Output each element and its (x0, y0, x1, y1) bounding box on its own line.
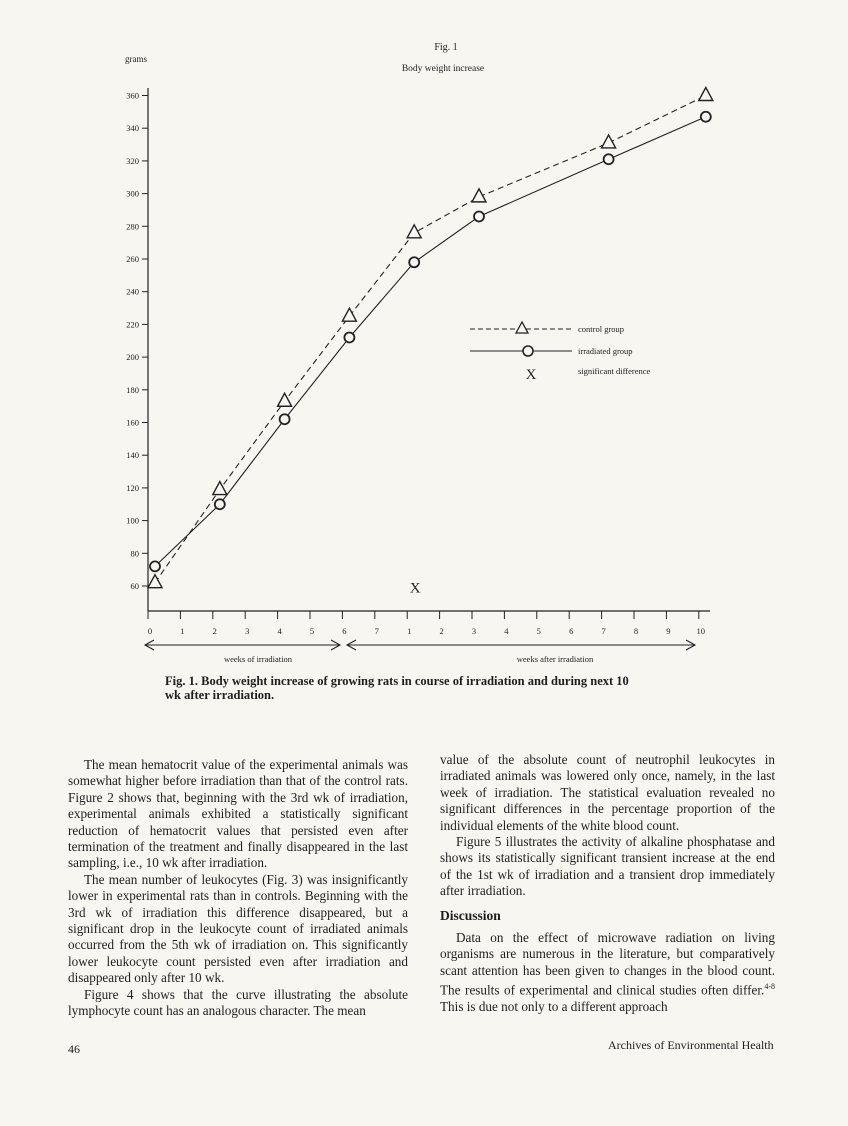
control-point-triangle (407, 225, 421, 238)
y-tick-label: 60 (130, 581, 139, 591)
irradiated-point-circle (215, 499, 225, 509)
x-tick-label: 8 (633, 626, 639, 636)
body-column-left (68, 757, 408, 1020)
control-point-triangle (342, 308, 356, 321)
legend-control-label: control group (578, 324, 625, 334)
y-tick-label: 320 (126, 155, 139, 166)
reference-citation: 4-8 (764, 982, 775, 992)
x-tick-label: 1 (180, 626, 185, 636)
y-tick-label: 240 (126, 286, 139, 297)
figure-label: Fig. 1 (434, 42, 458, 53)
y-tick-label: 160 (126, 417, 139, 428)
x-tick-label: 3 (245, 626, 250, 636)
week-range-arrows (145, 640, 695, 650)
x-tick-label: 4 (277, 626, 282, 636)
legend-x-marker: X (525, 367, 537, 383)
significant-difference-marker: X (409, 580, 421, 597)
y-tick-label: 120 (126, 482, 139, 493)
x-tick-label: 5 (536, 626, 541, 636)
journal-name: Archives of Environmental Health (608, 1038, 774, 1052)
x-tick-label: 6 (342, 626, 347, 636)
control-point-triangle (602, 135, 616, 148)
paragraph: Figure 5 illustrates the activity of alkaline phosphatase and shows its statistically significant transient increase at the end of the 1st wk of irradiation and a transient drop immediately after irradiation. (440, 834, 775, 899)
paragraph: Figure 4 shows that the curve illustrating the absolute lymphocyte count has an analogous character. The mean (68, 986, 408, 1019)
y-axis-unit: grams (125, 54, 147, 64)
x-group-label-after: weeks after irradiation (516, 654, 594, 664)
y-tick-label: 180 (126, 384, 139, 395)
irradiated-point-circle (474, 211, 484, 221)
y-tick-label: 340 (126, 123, 139, 134)
y-tick-label: 140 (126, 450, 139, 461)
discussion-text-tail: This is due not only to a different approach (440, 999, 668, 1015)
x-tick-label: 9 (666, 626, 671, 636)
x-tick-label: 5 (309, 626, 315, 636)
body-column-right (440, 752, 775, 1015)
y-tick-label: 80 (130, 548, 139, 559)
paragraph: The mean number of leukocytes (Fig. 3) was insignificantly lower in experimental rats than in controls. Beginning with the 3rd wk of irradiation this difference disappeared, but a significant drop in the leukocyte count of irradiated animals occurred from the 5th wk of irradiation on. This significantly lower leukocyte count persisted even after irradiation and disappeared only after 10 wk. (68, 871, 408, 986)
legend (470, 322, 651, 383)
y-tick-label: 100 (126, 515, 139, 526)
x-tick-label: 6 (569, 626, 574, 636)
discussion-text: Data on the effect of microwave radiation on living organisms are numerous in the literature, but comparatively scant attention has been given to changes in the blood count. The results of experimental and clinical studies often differ. (440, 930, 775, 998)
chart-title: Body weight increase (401, 64, 485, 74)
x-tick-label: 0 (147, 626, 153, 636)
control-point-triangle (699, 88, 713, 101)
legend-triangle-marker (516, 322, 528, 333)
figure-caption: Fig. 1. Body weight increase of growing rats in course of irradiation and during next 10 wk after irradiation. (165, 674, 629, 702)
irradiated-point-circle (150, 561, 160, 571)
series-line-irradiated (155, 117, 706, 567)
x-tick-label: 4 (504, 626, 509, 636)
section-heading: Discussion (440, 907, 501, 923)
legend-significant-label: significant difference (578, 366, 651, 376)
x-tick-label: 7 (374, 626, 379, 636)
legend-circle-marker (523, 346, 533, 356)
x-tick-label: 10 (696, 626, 706, 636)
irradiated-point-circle (604, 154, 614, 164)
irradiated-point-circle (701, 112, 711, 122)
paragraph (440, 930, 775, 1015)
x-tick-label: 1 (407, 626, 412, 636)
control-point-triangle (148, 575, 162, 588)
x-group-label-irradiation: weeks of irradiation (224, 654, 292, 664)
x-tick-label: 2 (439, 626, 444, 636)
irradiated-point-circle (280, 414, 290, 424)
y-tick-label: 260 (126, 254, 139, 264)
y-tick-label: 200 (126, 352, 139, 363)
legend-irradiated-label: irradiated group (578, 346, 633, 356)
irradiated-point-circle (344, 332, 354, 342)
y-tick-label: 360 (126, 90, 139, 101)
irradiated-point-circle (409, 257, 419, 267)
y-tick-label: 280 (126, 221, 139, 232)
paragraph: value of the absolute count of neutrophil leukocytes in irradiated animals was lowered only once, namely, in the last week of irradiation. The statistical evaluation revealed no significant differences in the percentage proportion of the individual elements of the white blood count. (440, 752, 775, 833)
series-line-control (155, 96, 706, 583)
x-tick-label: 7 (601, 626, 606, 636)
x-tick-label: 2 (212, 626, 217, 636)
y-tick-label: 220 (126, 319, 139, 330)
x-tick-label: 3 (471, 626, 477, 636)
y-tick-label: 300 (126, 188, 139, 199)
paragraph: The mean hematocrit value of the experimental animals was somewhat higher before irradiation than that of the control rats. Figure 2 shows that, beginning with the 3rd wk of irradiation, experimental animals exhibited a statistically significant reduction of hematocrit values that persisted even after termination of the treatment and finally disappeared in the last sampling, i.e., 10 wk after irradiation. (68, 757, 408, 871)
page-number: 46 (68, 1042, 80, 1056)
